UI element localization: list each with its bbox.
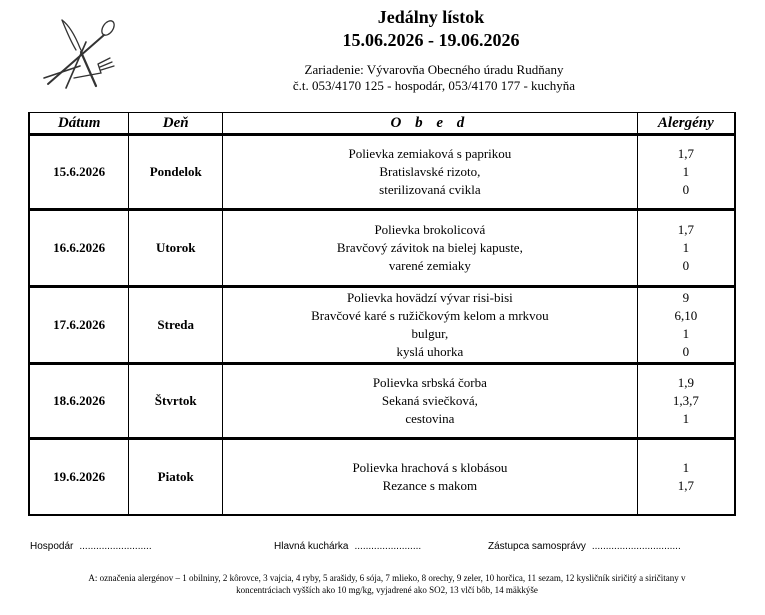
meal-item: Bravčový závitok na bielej kapuste, [336,240,523,255]
allergen-value: 1,7 [677,477,694,493]
row-allergens [637,439,735,515]
signature-line: ................................ [591,541,681,552]
allergen-legend-line: A: označenia alergénov – 1 obilniny, 2 kôrovce, 3 vajcia, 4 ryby, 5 arašidy, 6 sója, 7 mlieko, 8 orechy, 9 zeler, 10 horčica, 11 sezam, 12 kysličník siričitý a siričitany v [88,573,686,583]
meal-item: Polievka hovädzí vývar risi-bisi [347,290,513,305]
page-title: Jedálny lístok [377,7,485,27]
meal-item: Bravčové karé s ružičkovým kelom a mrkvou [311,308,549,323]
meal-item: Polievka srbská čorba [372,375,487,390]
allergen-value: 6,10 [674,308,698,323]
allergen-value: 1 [682,240,690,255]
menu-table [28,112,736,516]
header-day: Deň [129,113,223,135]
signature-label: Hospodár [30,541,74,552]
allergen-value: 1 [682,411,690,426]
row-meals [223,439,638,515]
table-row [29,364,735,439]
row-date: 16.6.2026 [29,210,129,287]
row-meals [223,135,638,210]
row-day: Streda [129,287,223,364]
meal-item: Bratislavské rizoto, [379,164,481,179]
header-lunch: O b e d [223,113,638,135]
row-allergens [637,287,735,364]
allergen-value: 1,7 [677,146,694,161]
meal-item: Sekaná sviečková, [381,393,478,408]
allergen-legend [28,572,746,596]
facility-name: Zariadenie: Vývarovňa Obecného úradu Rudňany [304,62,564,77]
allergen-value: 1 [682,164,690,179]
allergen-value: 1 [682,326,690,341]
table-row [29,439,735,515]
meal-item: kyslá uhorka [396,344,464,359]
allergen-value: 1,7 [677,222,694,237]
table-row [29,287,735,364]
signature-line: .......................... [79,541,152,552]
allergen-value: 1,3,7 [672,393,699,408]
table-row [29,210,735,287]
meal-item: cestovina [405,411,455,426]
allergen-value: 9 [682,290,690,305]
allergen-value: 1 [682,459,690,475]
row-allergens [637,210,735,287]
row-day: Pondelok [129,135,223,210]
row-meals [223,364,638,439]
row-date: 18.6.2026 [29,364,129,439]
row-meals [223,287,638,364]
menu-period: 15.06.2026 - 19.06.2026 [342,30,520,50]
row-day: Štvrtok [129,364,223,439]
meal-item: Polievka brokolicová [374,222,486,237]
allergen-value: 0 [682,258,690,273]
allergen-value: 0 [682,344,690,359]
row-day: Piatok [129,439,223,515]
header-date: Dátum [29,113,129,135]
signature-head-cook [274,541,421,552]
row-allergens [637,364,735,439]
row-day: Utorok [129,210,223,287]
signature-label: Hlavná kuchárka [274,541,349,552]
meal-item: varené zemiaky [388,258,471,273]
row-date: 19.6.2026 [29,439,129,515]
meal-item: Rezance s makom [382,477,478,493]
allergen-value: 0 [682,182,690,197]
signature-line: ........................ [354,541,422,552]
table-row [29,135,735,210]
allergen-legend-line: koncentráciach vyšších ako 10 mg/kg, vyjadrené ako SO2, 13 vlčí bôb, 14 mäkkýše [236,585,538,595]
meal-item: bulgur, [411,326,449,341]
allergen-value: 1,9 [677,375,694,390]
row-allergens [637,135,735,210]
row-meals [223,210,638,287]
signature-label: Zástupca samosprávy [488,541,586,552]
row-date: 17.6.2026 [29,287,129,364]
row-date: 15.6.2026 [29,135,129,210]
meal-item: Polievka hrachová s klobásou [352,459,508,475]
signature-representative [488,541,681,552]
signature-hospodar [30,541,152,552]
facility-contacts: č.t. 053/4170 125 - hospodár, 053/4170 177 - kuchyňa [292,78,576,93]
meal-item: Polievka zemiaková s paprikou [348,146,512,161]
header-allergens: Alergény [637,113,735,135]
meal-item: sterilizovaná cvikla [379,182,481,197]
